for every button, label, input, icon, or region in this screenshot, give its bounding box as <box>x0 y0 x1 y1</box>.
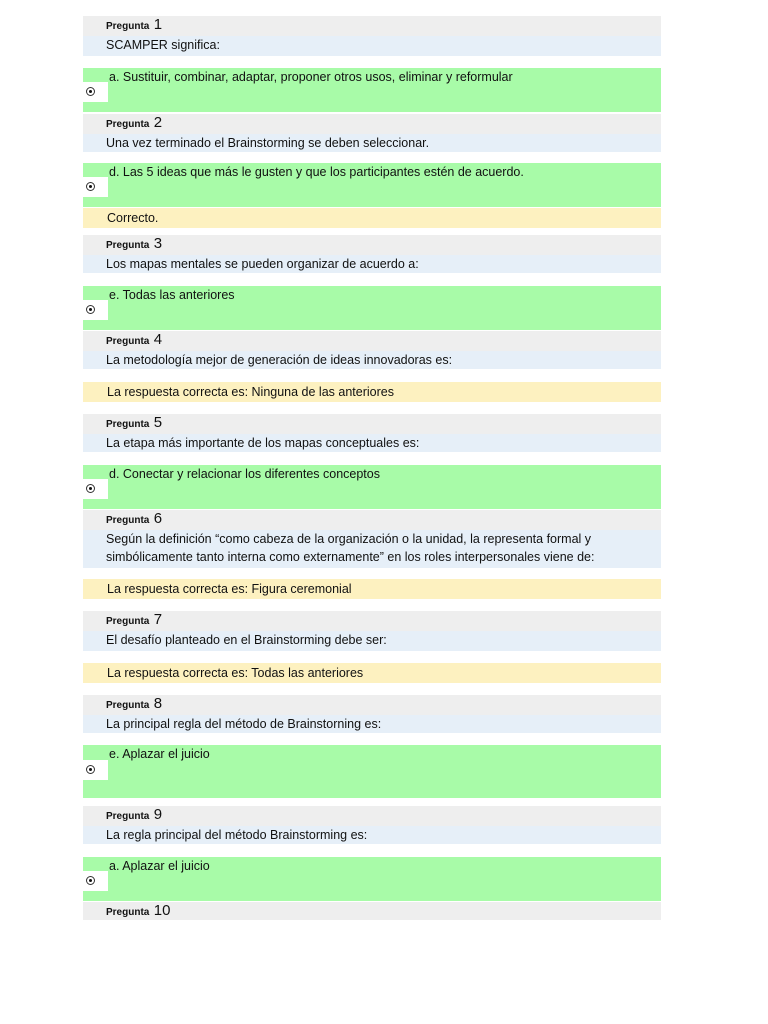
question-header-5 <box>83 414 661 434</box>
answer-text: e. Aplazar el juicio <box>109 747 210 761</box>
question-text-2: Una vez terminado el Brainstorming se deben seleccionar. <box>83 134 661 152</box>
selected-radio-icon[interactable] <box>86 765 95 774</box>
question-text-line: Según la definición “como cabeza de la organización o la unidad, la representa formal y <box>106 532 592 546</box>
selected-radio-icon[interactable] <box>86 484 95 493</box>
radio-container <box>83 300 108 320</box>
question-label: Pregunta <box>106 811 150 822</box>
question-header-10 <box>83 902 661 920</box>
question-number: 5 <box>153 414 163 431</box>
radio-container <box>83 871 108 891</box>
question-text-9: La regla principal del método Brainstorming es: <box>83 826 661 844</box>
question-number: 10 <box>153 902 171 919</box>
feedback-4: La respuesta correcta es: Ninguna de las anteriores <box>83 382 661 402</box>
question-header-3 <box>83 235 661 255</box>
answer-text: a. Sustituir, combinar, adaptar, proponer otros usos, eliminar y reformular <box>109 70 513 84</box>
answer-row-9 <box>83 857 661 901</box>
question-label: Pregunta <box>106 21 150 32</box>
question-number: 3 <box>153 235 163 252</box>
selected-radio-icon[interactable] <box>86 876 95 885</box>
answer-text: d. Las 5 ideas que más le gusten y que los participantes estén de acuerdo. <box>109 165 524 179</box>
answer-text: d. Conectar y relacionar los diferentes conceptos <box>109 467 380 481</box>
question-header-4 <box>83 331 661 351</box>
question-label: Pregunta <box>106 419 150 430</box>
answer-row-3 <box>83 286 661 330</box>
question-label: Pregunta <box>106 119 150 130</box>
question-text-3: Los mapas mentales se pueden organizar de acuerdo a: <box>83 255 661 273</box>
answer-row-8 <box>83 745 661 798</box>
question-header-9 <box>83 806 661 826</box>
question-text-1: SCAMPER significa: <box>83 36 661 56</box>
question-label: Pregunta <box>106 616 150 627</box>
selected-radio-icon[interactable] <box>86 182 95 191</box>
question-number: 2 <box>153 114 163 131</box>
radio-container <box>83 479 108 499</box>
question-number: 7 <box>153 611 163 628</box>
feedback-6: La respuesta correcta es: Figura ceremonial <box>83 579 661 599</box>
question-label: Pregunta <box>106 515 150 526</box>
radio-container <box>83 760 108 780</box>
question-number: 1 <box>153 16 163 33</box>
question-label: Pregunta <box>106 700 150 711</box>
question-header-6 <box>83 510 661 530</box>
question-label: Pregunta <box>106 907 150 918</box>
question-header-7 <box>83 611 661 631</box>
question-text-4: La metodología mejor de generación de ideas innovadoras es: <box>83 351 661 369</box>
radio-container <box>83 177 108 197</box>
question-number: 6 <box>153 510 163 527</box>
selected-radio-icon[interactable] <box>86 87 95 96</box>
selected-radio-icon[interactable] <box>86 305 95 314</box>
question-label: Pregunta <box>106 336 150 347</box>
radio-container <box>83 82 108 102</box>
answer-row-1 <box>83 68 661 112</box>
question-text-7: El desafío planteado en el Brainstorming debe ser: <box>83 631 661 651</box>
answer-text: a. Aplazar el juicio <box>109 859 210 873</box>
answer-row-5 <box>83 465 661 509</box>
question-header-1 <box>83 16 661 36</box>
question-label: Pregunta <box>106 240 150 251</box>
question-text-5: La etapa más importante de los mapas conceptuales es: <box>83 434 661 452</box>
question-text-8: La principal regla del método de Brainstorning es: <box>83 715 661 733</box>
feedback-2: Correcto. <box>83 208 661 228</box>
answer-text: e. Todas las anteriores <box>109 288 235 302</box>
question-number: 9 <box>153 806 163 823</box>
question-text-line: simbólicamente tanto interna como externamente” en los roles interpersonales viene de: <box>106 550 595 564</box>
answer-row-2 <box>83 163 661 207</box>
question-number: 4 <box>153 331 163 348</box>
question-header-2 <box>83 114 661 134</box>
feedback-7: La respuesta correcta es: Todas las anteriores <box>83 663 661 683</box>
question-number: 8 <box>153 695 163 712</box>
question-header-8 <box>83 695 661 715</box>
question-text-6 <box>83 530 661 568</box>
